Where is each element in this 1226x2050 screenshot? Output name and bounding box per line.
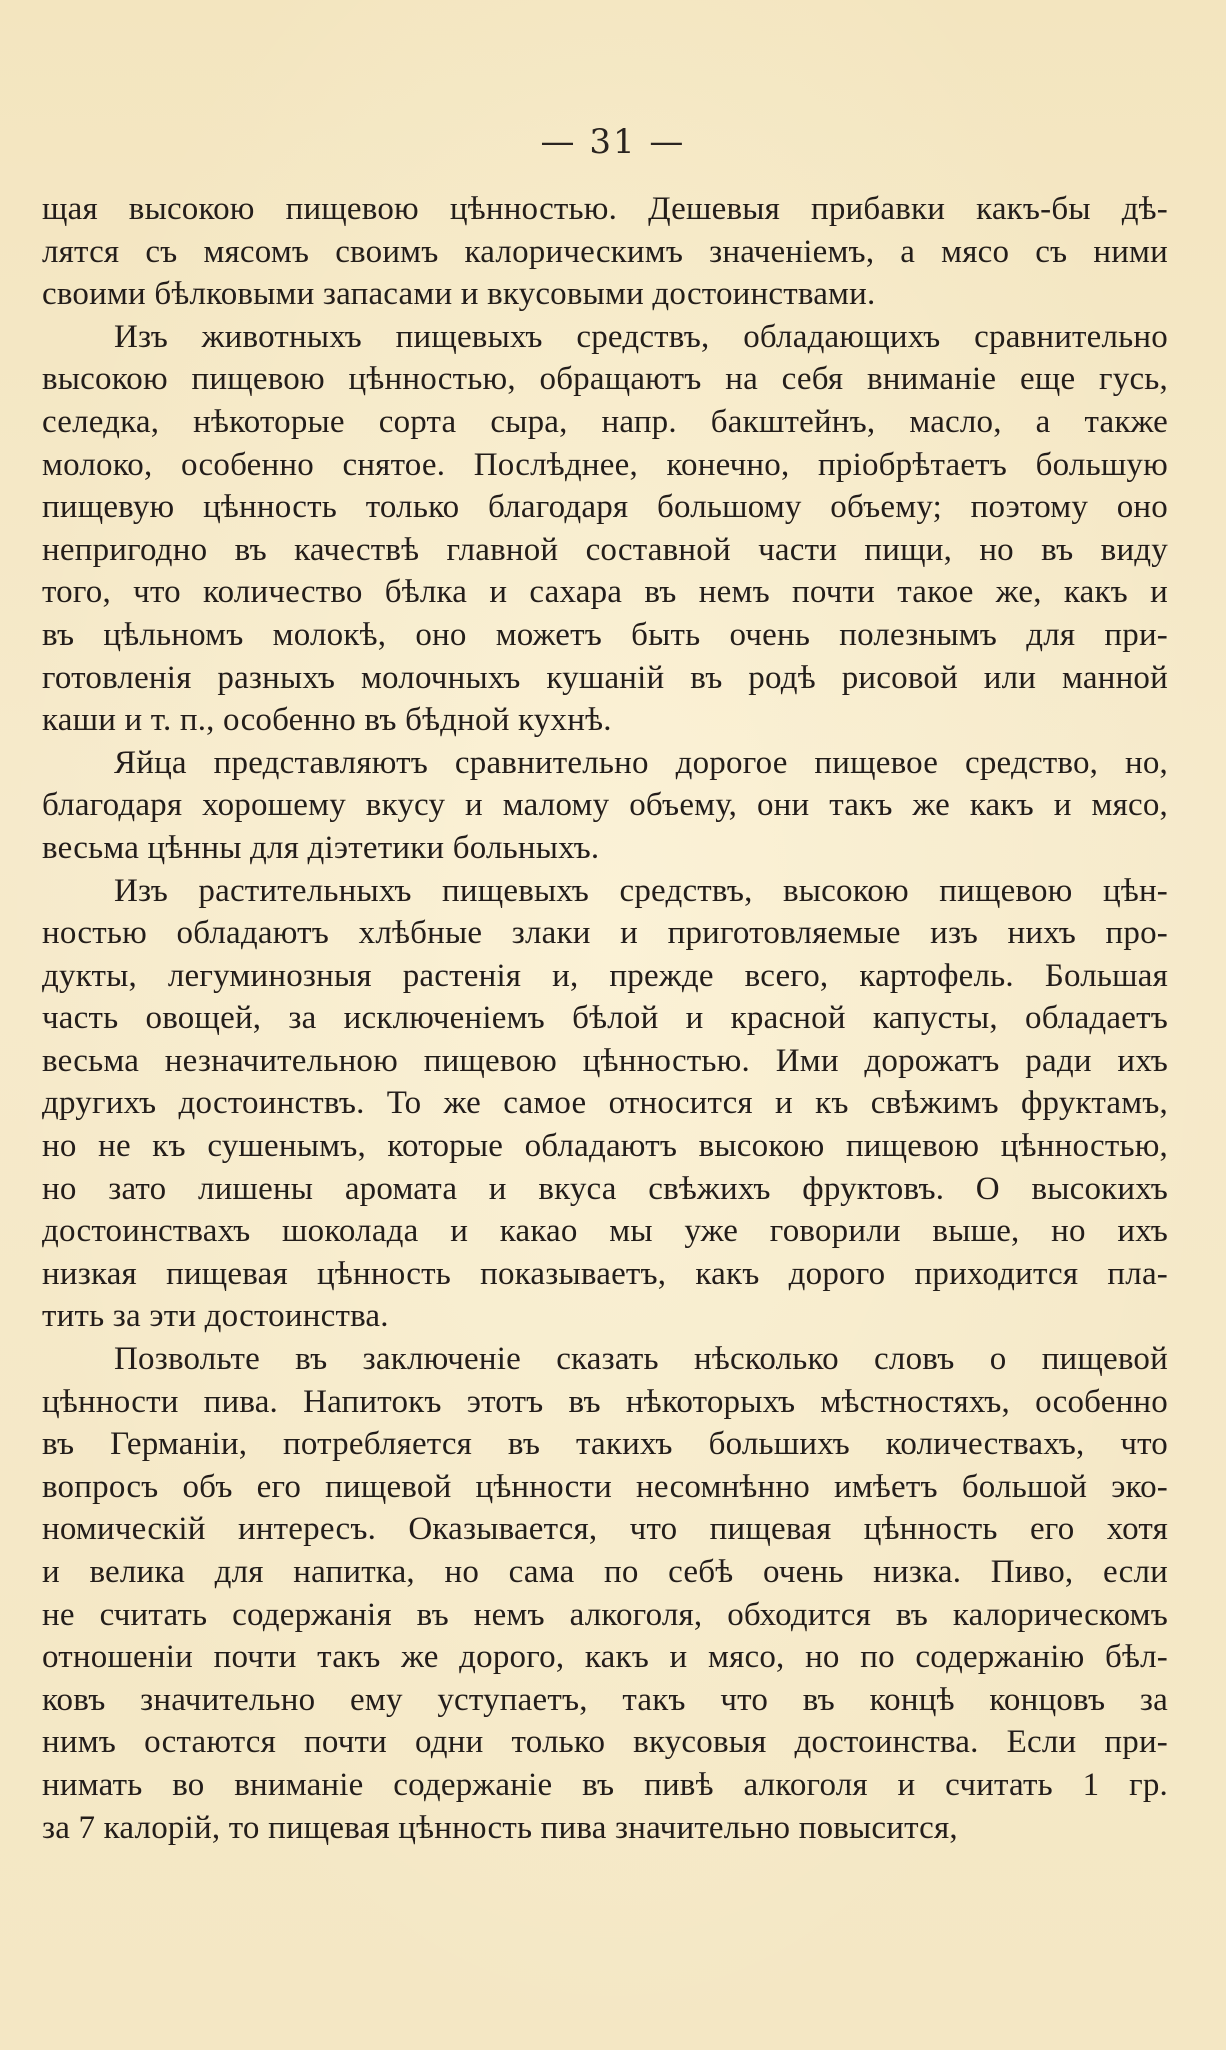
paragraph	[42, 188, 1168, 316]
text-line: въ цѣльномъ молокѣ, оно можетъ быть очень полезнымъ для при-	[42, 616, 1168, 653]
text-line: готовленія разныхъ молочныхъ кушаній въ родѣ рисовой или манной	[42, 659, 1168, 696]
text-line: цѣнности пива. Напитокъ этотъ въ нѣкоторыхъ мѣстностяхъ, особенно	[42, 1383, 1168, 1420]
text-line: низкая пищевая цѣнность показываетъ, какъ дорого приходится пла-	[42, 1255, 1168, 1292]
text-line: достоинствахъ шоколада и какао мы уже говорили выше, но ихъ	[42, 1213, 1168, 1250]
text-line: селедка, нѣкоторые сорта сыра, напр. бакштейнъ, масло, а также	[42, 403, 1168, 440]
body-text	[42, 188, 1168, 1849]
text-line: весьма незначительною пищевою цѣнностью. Ими дорожатъ ради ихъ	[42, 1042, 1168, 1079]
text-line: Изъ растительныхъ пищевыхъ средствъ, высокою пищевою цѣн-	[114, 872, 1168, 909]
text-line: нимъ остаются почти одни только вкусовыя достоинства. Если при-	[42, 1724, 1168, 1761]
text-line: каши и т. п., особенно въ бѣдной кухнѣ.	[42, 702, 612, 739]
text-line: другихъ достоинствъ. То же самое относится и къ свѣжимъ фруктамъ,	[42, 1085, 1168, 1122]
text-line: отношеніи почти такъ же дорого, какъ и мясо, но по содержанію бѣл-	[42, 1639, 1168, 1676]
text-line: ковъ значительно ему уступаетъ, такъ что въ концѣ концовъ за	[42, 1681, 1168, 1718]
text-line: Яйца представляютъ сравнительно дорогое пищевое средство, но,	[114, 744, 1168, 781]
paragraph	[42, 870, 1168, 1339]
text-line: въ Германіи, потребляется въ такихъ большихъ количествахъ, что	[42, 1426, 1168, 1463]
text-line: весьма цѣнны для діэтетики больныхъ.	[42, 829, 600, 866]
text-line: Изъ животныхъ пищевыхъ средствъ, обладающихъ сравнительно	[114, 318, 1168, 355]
text-line: но зато лишены аромата и вкуса свѣжихъ фруктовъ. О высокихъ	[42, 1170, 1168, 1207]
text-line: но не къ сушенымъ, которые обладаютъ высокою пищевою цѣнностью,	[42, 1128, 1168, 1165]
text-line: и велика для напитка, но сама по себѣ очень низка. Пиво, если	[42, 1554, 1168, 1590]
text-line: за 7 калорій, то пищевая цѣнность пива значительно повысится,	[42, 1809, 958, 1846]
text-line: того, что количество бѣлка и сахара въ немъ почти такое же, какъ и	[42, 574, 1168, 611]
text-line: своими бѣлковыми запасами и вкусовыми достоинствами.	[42, 276, 876, 313]
text-line: молоко, особенно снятое. Послѣднее, конечно, пріобрѣтаетъ большую	[42, 446, 1168, 483]
text-line: тить за эти достоинства.	[42, 1298, 389, 1335]
text-line: часть овощей, за исключеніемъ бѣлой и красной капусты, обладаетъ	[42, 1000, 1168, 1037]
text-line: ностью обладаютъ хлѣбные злаки и приготовляемые изъ нихъ про-	[42, 915, 1168, 952]
text-line: Позвольте въ заключеніе сказать нѣсколько словъ о пищевой	[114, 1341, 1168, 1378]
text-line: щая высокою пищевою цѣнностью. Дешевыя прибавки какъ-бы дѣ-	[42, 191, 1168, 227]
text-line: пищевую цѣнность только благодаря большому объему; поэтому оно	[42, 489, 1168, 526]
text-line: нимать во вниманіе содержаніе въ пивѣ алкоголя и считать 1 гр.	[42, 1766, 1168, 1803]
text-line: не считать содержанія въ немъ алкоголя, обходится въ калорическомъ	[42, 1596, 1168, 1633]
text-line: лятся съ мясомъ своимъ калорическимъ значеніемъ, а мясо съ ними	[42, 233, 1168, 270]
page-number: — 31 —	[540, 122, 686, 162]
text-line: вопросъ объ его пищевой цѣнности несомнѣнно имѣетъ большой эко-	[42, 1468, 1168, 1505]
text-line: дукты, легуминозныя растенія и, прежде всего, картофель. Большая	[42, 957, 1168, 994]
text-line: номическій интересъ. Оказывается, что пищевая цѣнность его хотя	[42, 1511, 1168, 1548]
paragraph	[42, 1338, 1168, 1849]
text-line: высокою пищевою цѣнностью, обращаютъ на себя вниманіе еще гусь,	[42, 361, 1168, 398]
text-line: благодаря хорошему вкусу и малому объему, они такъ же какъ и мясо,	[42, 787, 1168, 824]
paragraph	[42, 742, 1168, 870]
text-line: непригодно въ качествѣ главной составной части пищи, но въ виду	[42, 531, 1168, 568]
paragraph	[42, 316, 1168, 742]
